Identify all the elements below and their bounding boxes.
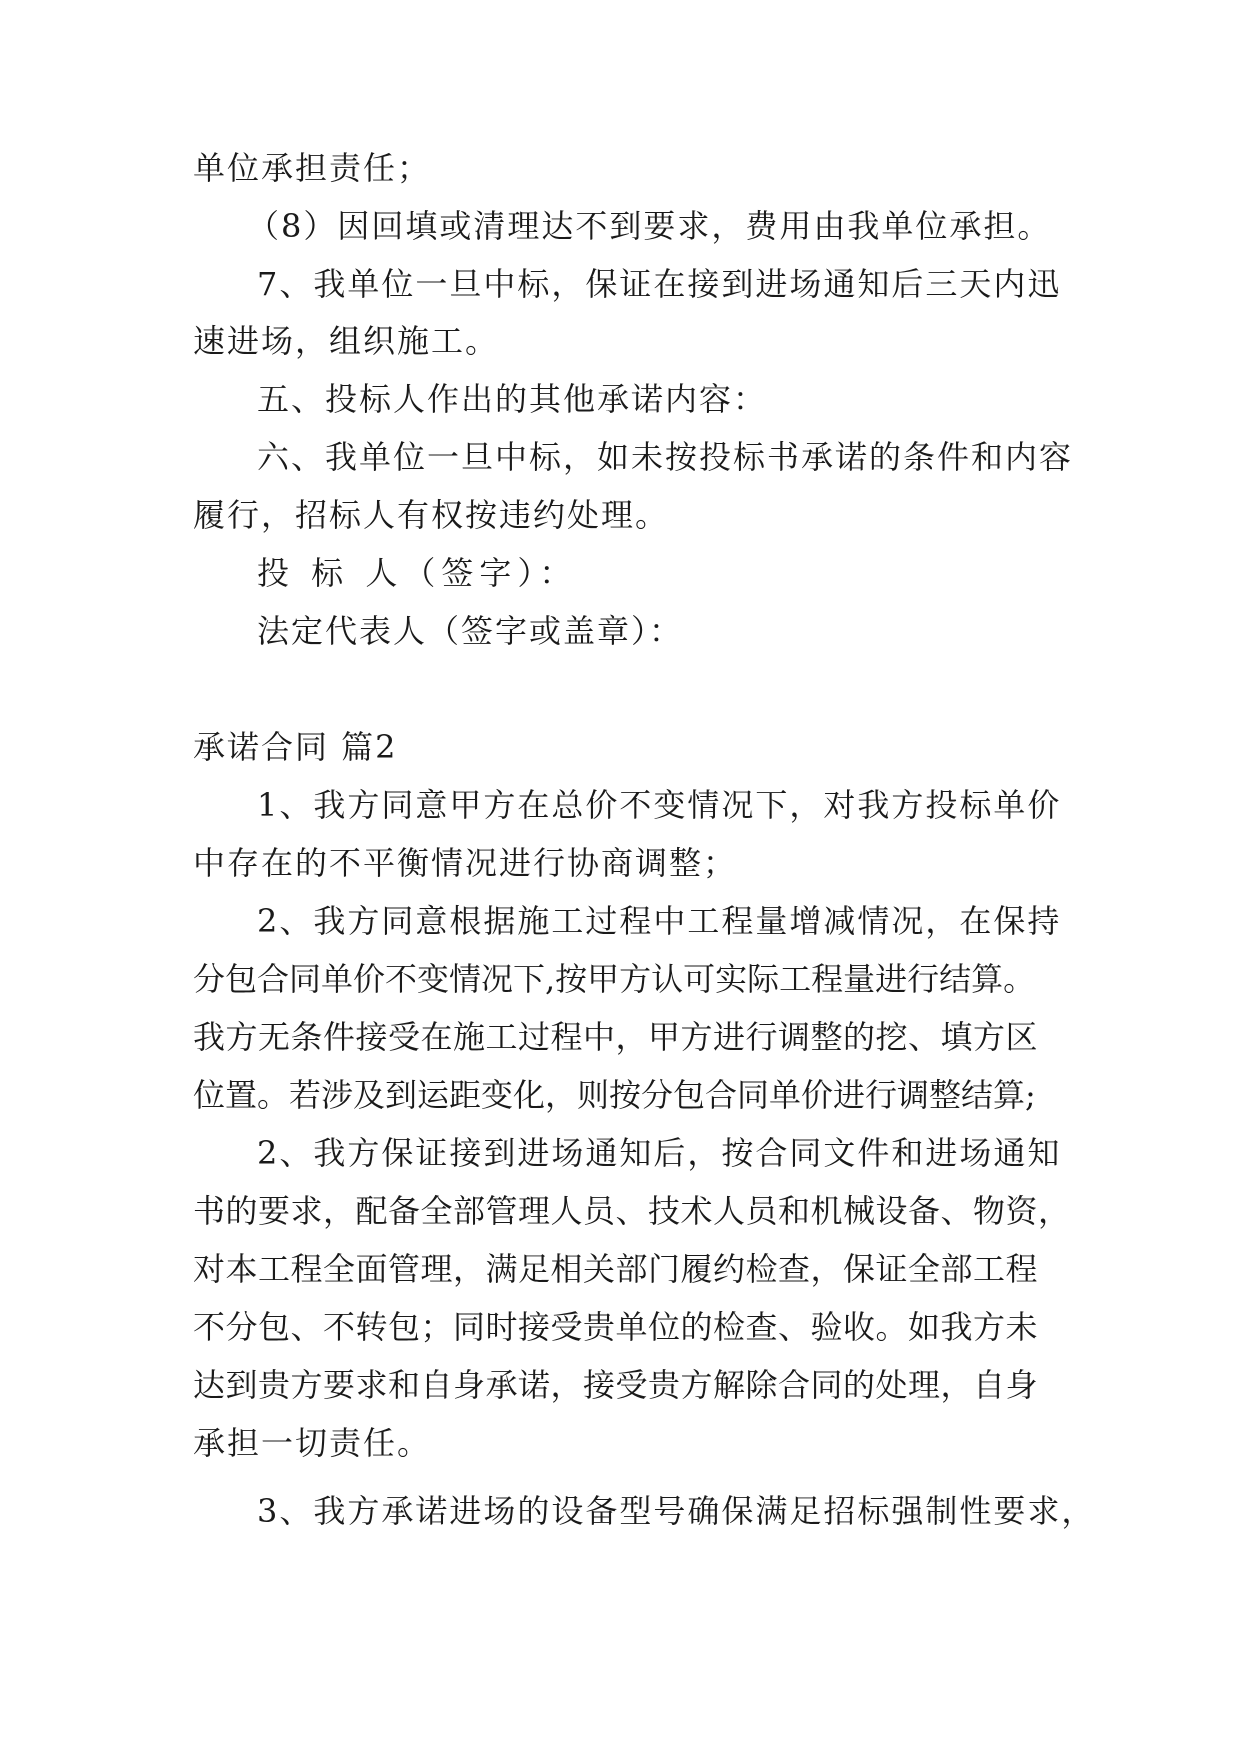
signature-label-legal-rep: 法定代表人（签字或盖章）：: [257, 612, 684, 650]
paragraph-line: 对本工程全面管理，满足相关部门履约检查，保证全部工程: [193, 1250, 1039, 1288]
paragraph-line: 2、我方保证接到进场通知后，按合同文件和进场通知: [257, 1134, 1062, 1172]
paragraph-line: 速进场，组织施工。: [193, 322, 500, 360]
paragraph-line: 单位承担责任；: [193, 149, 432, 187]
paragraph-line: 中存在的不平衡情况进行协商调整；: [193, 844, 738, 882]
paragraph-line: 达到贵方要求和自身承诺，接受贵方解除合同的处理，自身: [193, 1366, 1039, 1404]
paragraph-line: 履行，招标人有权按违约处理。: [193, 496, 670, 534]
paragraph-line: 7、我单位一旦中标，保证在接到进场通知后三天内迅: [257, 265, 1062, 303]
paragraph-line: 六、我单位一旦中标，如未按投标书承诺的条件和内容: [257, 438, 1074, 476]
signature-label-bidder: 投 标 人（签字）：: [257, 554, 578, 592]
paragraph-line: 1、我方同意甲方在总价不变情况下，对我方投标单价: [257, 786, 1062, 824]
paragraph-line: 3、我方承诺进场的设备型号确保满足招标强制性要求，: [257, 1492, 1096, 1530]
paragraph-line: 位置。若涉及到运距变化，则按分包合同单价进行调整结算;: [193, 1076, 1036, 1114]
paragraph-line: （8）因回填或清理达不到要求，费用由我单位承担。: [247, 207, 1052, 245]
paragraph-line: 承担一切责任。: [193, 1424, 432, 1462]
section-title: 承诺合同 篇2: [193, 728, 398, 766]
paragraph-line: 五、投标人作出的其他承诺内容：: [257, 380, 768, 418]
paragraph-line: 我方无条件接受在施工过程中，甲方进行调整的挖、填方区: [193, 1018, 1039, 1056]
paragraph-line: 书的要求，配备全部管理人员、技术人员和机械设备、物资，: [193, 1192, 1071, 1230]
paragraph-line: 不分包、不转包；同时接受贵单位的检查、验收。如我方未: [193, 1308, 1039, 1346]
paragraph-line: 分包合同单价不变情况下,按甲方认可实际工程量进行结算。: [193, 960, 1036, 998]
paragraph-line: 2、我方同意根据施工过程中工程量增减情况，在保持: [257, 902, 1062, 940]
